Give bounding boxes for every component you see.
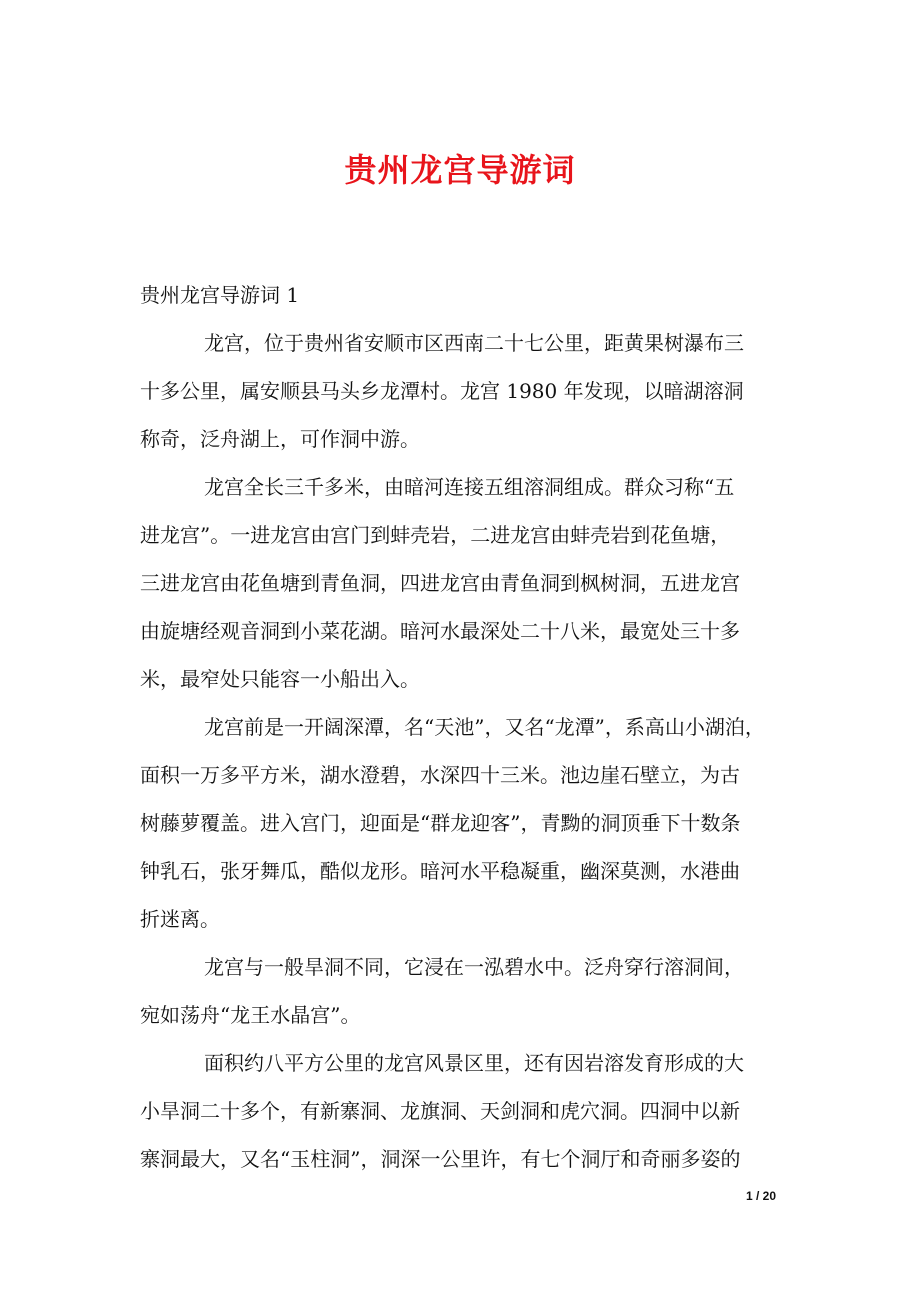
paragraph-line: 由旋塘经观音洞到小菜花湖。暗河水最深处二十八米，最宽处三十多 (140, 619, 740, 643)
paragraph-line: 三进龙宫由花鱼塘到青鱼洞，四进龙宫由青鱼洞到枫树洞，五进龙宫 (140, 571, 740, 595)
paragraph-line: 龙宫全长三千多米，由暗河连接五组溶洞组成。群众习称“五 (204, 475, 735, 499)
paragraph-line: 米，最窄处只能容一小船出入。 (140, 667, 420, 691)
paragraph-line: 龙宫，位于贵州省安顺市区西南二十七公里，距黄果树瀑布三 (204, 331, 744, 355)
paragraph-line: 进龙宫”。一进龙宫由宫门到蚌壳岩，二进龙宫由蚌壳岩到花鱼塘， (140, 523, 731, 547)
page-number: 1 / 20 (746, 1189, 777, 1203)
paragraph-line: 称奇，泛舟湖上，可作洞中游。 (140, 427, 420, 451)
section-heading: 贵州龙宫导游词 1 (140, 283, 300, 307)
paragraph (140, 703, 800, 943)
paragraph-line: 寨洞最大，又名“玉柱洞”，洞深一公里许，有七个洞厅和奇丽多姿的 (140, 1147, 741, 1171)
paragraph-line: 龙宫与一般旱洞不同，它浸在一泓碧水中。泛舟穿行溶洞间， (204, 955, 744, 979)
paragraph-line: 折迷离。 (140, 907, 220, 931)
paragraph-line: 龙宫前是一开阔深潭，名“天池”，又名“龙潭”，系高山小湖泊， (204, 715, 765, 739)
paragraph-line: 树藤萝覆盖。进入宫门，迎面是“群龙迎客”，青黝的洞顶垂下十数条 (140, 811, 741, 835)
paragraph-line: 钟乳石，张牙舞瓜，酷似龙形。暗河水平稳凝重，幽深莫测，水港曲 (140, 859, 740, 883)
paragraph-line: 小旱洞二十多个，有新寨洞、龙旗洞、天剑洞和虎穴洞。四洞中以新 (140, 1099, 740, 1123)
paragraph (140, 943, 800, 1039)
document-body (140, 271, 800, 1183)
document-title: 贵州龙宫导游词 (344, 151, 576, 189)
paragraph (140, 1039, 800, 1183)
paragraph-line: 十多公里，属安顺县马头乡龙潭村。龙宫 1980 年发现，以暗湖溶洞 (140, 379, 744, 403)
paragraph-line: 面积约八平方公里的龙宫风景区里，还有因岩溶发育形成的大 (204, 1051, 744, 1075)
paragraph-line: 宛如荡舟“龙王水晶宫”。 (140, 1003, 361, 1027)
paragraph (140, 319, 800, 463)
paragraph-line: 面积一万多平方米，湖水澄碧，水深四十三米。池边崖石壁立，为古 (140, 763, 740, 787)
paragraph (140, 463, 800, 703)
